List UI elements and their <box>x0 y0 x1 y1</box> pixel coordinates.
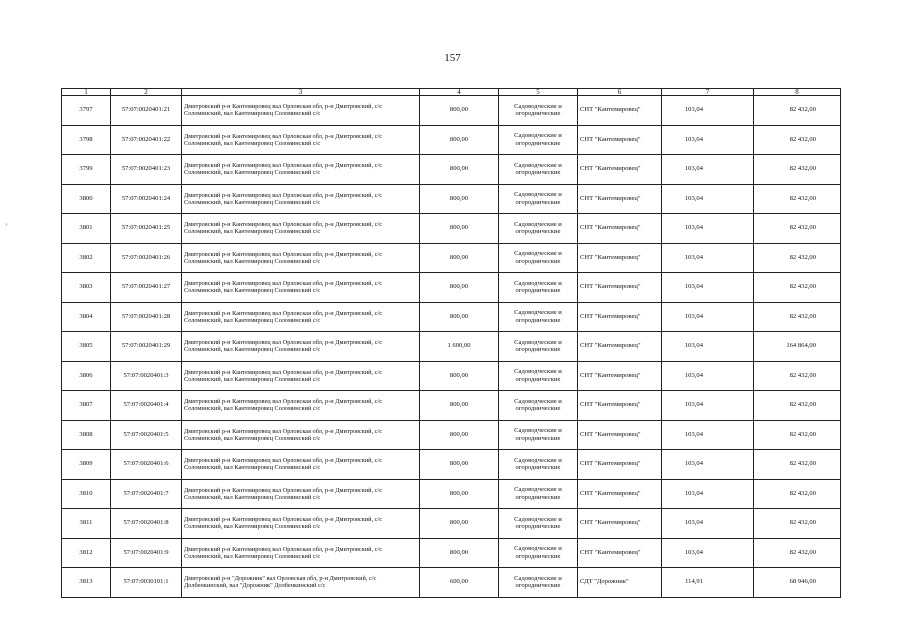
area-cell: 600,00 <box>420 568 499 598</box>
organization-cell: СНТ "Кантемировец" <box>578 450 662 480</box>
total-value-cell: 82 432,00 <box>754 391 841 421</box>
unit-price-cell: 103,04 <box>662 479 754 509</box>
unit-price-cell: 103,04 <box>662 332 754 362</box>
address-cell: Дмитровский р-н Кантемировец вал Орловская обл, р-н Дмитровский, с/с Соломинский, вал Кантемировец Соломинский с/с <box>182 450 420 480</box>
land-use-cell: Садоводческие и огороднические <box>499 214 578 244</box>
unit-price-cell: 103,04 <box>662 420 754 450</box>
address-cell: Дмитровский р-н Кантемировец вал Орловская обл, р-н Дмитровский, с/с Соломинский, вал Кантемировец Соломинский с/с <box>182 479 420 509</box>
land-use-cell: Садоводческие и огороднические <box>499 243 578 273</box>
area-cell: 800,00 <box>420 479 499 509</box>
cadastral-number-cell: 57:07:0020401:5 <box>111 420 182 450</box>
organization-cell: СНТ "Кантемировец" <box>578 273 662 303</box>
row-number-cell: 3807 <box>62 391 111 421</box>
area-cell: 800,00 <box>420 96 499 126</box>
land-use-cell: Садоводческие и огороднические <box>499 155 578 185</box>
unit-price-cell: 103,04 <box>662 184 754 214</box>
column-number: 8 <box>754 89 841 96</box>
land-use-cell: Садоводческие и огороднические <box>499 184 578 214</box>
table-row <box>62 479 841 509</box>
organization-cell: СНТ "Кантемировец" <box>578 184 662 214</box>
unit-price-cell: 103,04 <box>662 125 754 155</box>
row-number-cell: 3810 <box>62 479 111 509</box>
cadastral-number-cell: 57:07:0020401:3 <box>111 361 182 391</box>
land-use-cell: Садоводческие и огороднические <box>499 273 578 303</box>
unit-price-cell: 103,04 <box>662 273 754 303</box>
row-number-cell: 3804 <box>62 302 111 332</box>
scan-mark: ʼ <box>5 222 8 231</box>
address-cell: Дмитровский р-н Кантемировец вал Орловская обл, р-н Дмитровский, с/с Соломинский, вал Кантемировец Соломинский с/с <box>182 243 420 273</box>
cadastral-number-cell: 57:07:0020401:9 <box>111 538 182 568</box>
area-cell: 800,00 <box>420 420 499 450</box>
total-value-cell: 82 432,00 <box>754 273 841 303</box>
land-use-cell: Садоводческие и огороднические <box>499 391 578 421</box>
unit-price-cell: 103,04 <box>662 509 754 539</box>
column-number: 5 <box>499 89 578 96</box>
area-cell: 800,00 <box>420 391 499 421</box>
table-row <box>62 509 841 539</box>
unit-price-cell: 103,04 <box>662 450 754 480</box>
table-row <box>62 391 841 421</box>
cadastral-number-cell: 57:07:0020401:23 <box>111 155 182 185</box>
unit-price-cell: 103,04 <box>662 302 754 332</box>
row-number-cell: 3801 <box>62 214 111 244</box>
table-row <box>62 450 841 480</box>
address-cell: Дмитровский р-н Кантемировец вал Орловская обл, р-н Дмитровский, с/с Соломинский, вал Кантемировец Соломинский с/с <box>182 420 420 450</box>
table-row <box>62 96 841 126</box>
column-number: 6 <box>578 89 662 96</box>
total-value-cell: 82 432,00 <box>754 509 841 539</box>
address-cell: Дмитровский р-н Кантемировец вал Орловская обл, р-н Дмитровский, с/с Соломинский, вал Кантемировец Соломинский с/с <box>182 332 420 362</box>
total-value-cell: 82 432,00 <box>754 420 841 450</box>
row-number-cell: 3808 <box>62 420 111 450</box>
row-number-cell: 3800 <box>62 184 111 214</box>
organization-cell: СНТ "Кантемировец" <box>578 96 662 126</box>
column-number: 7 <box>662 89 754 96</box>
organization-cell: СНТ "Кантемировец" <box>578 538 662 568</box>
organization-cell: СДТ "Дорожник" <box>578 568 662 598</box>
organization-cell: СНТ "Кантемировец" <box>578 509 662 539</box>
organization-cell: СНТ "Кантемировец" <box>578 332 662 362</box>
address-cell: Дмитровский р-н Кантемировец вал Орловская обл, р-н Дмитровский, с/с Соломинский, вал Кантемировец Соломинский с/с <box>182 96 420 126</box>
table-row <box>62 125 841 155</box>
cadastral-number-cell: 57:07:0020401:4 <box>111 391 182 421</box>
table-row <box>62 420 841 450</box>
land-use-cell: Садоводческие и огороднические <box>499 420 578 450</box>
total-value-cell: 82 432,00 <box>754 184 841 214</box>
column-number-row <box>62 89 841 96</box>
land-use-cell: Садоводческие и огороднические <box>499 450 578 480</box>
area-cell: 800,00 <box>420 509 499 539</box>
total-value-cell: 164 864,00 <box>754 332 841 362</box>
row-number-cell: 3813 <box>62 568 111 598</box>
area-cell: 800,00 <box>420 243 499 273</box>
page-number: 157 <box>444 52 461 64</box>
cadastral-number-cell: 57:07:0020401:24 <box>111 184 182 214</box>
row-number-cell: 3806 <box>62 361 111 391</box>
organization-cell: СНТ "Кантемировец" <box>578 479 662 509</box>
area-cell: 800,00 <box>420 361 499 391</box>
unit-price-cell: 103,04 <box>662 96 754 126</box>
table-row <box>62 361 841 391</box>
table-row <box>62 243 841 273</box>
organization-cell: СНТ "Кантемировец" <box>578 361 662 391</box>
unit-price-cell: 103,04 <box>662 214 754 244</box>
total-value-cell: 82 432,00 <box>754 125 841 155</box>
table-row <box>62 538 841 568</box>
unit-price-cell: 103,04 <box>662 243 754 273</box>
organization-cell: СНТ "Кантемировец" <box>578 302 662 332</box>
land-use-cell: Садоводческие и огороднические <box>499 509 578 539</box>
total-value-cell: 82 432,00 <box>754 243 841 273</box>
organization-cell: СНТ "Кантемировец" <box>578 243 662 273</box>
cadastral-number-cell: 57:07:0020401:8 <box>111 509 182 539</box>
unit-price-cell: 114,91 <box>662 568 754 598</box>
land-use-cell: Садоводческие и огороднические <box>499 361 578 391</box>
table-row <box>62 184 841 214</box>
area-cell: 800,00 <box>420 538 499 568</box>
address-cell: Дмитровский р-н Кантемировец вал Орловская обл, р-н Дмитровский, с/с Соломинский, вал Кантемировец Соломинский с/с <box>182 302 420 332</box>
land-use-cell: Садоводческие и огороднические <box>499 568 578 598</box>
land-use-cell: Садоводческие и огороднические <box>499 332 578 362</box>
organization-cell: СНТ "Кантемировец" <box>578 391 662 421</box>
address-cell: Дмитровский р-н Кантемировец вал Орловская обл, р-н Дмитровский, с/с Соломинский, вал Кантемировец Соломинский с/с <box>182 509 420 539</box>
land-registry-table <box>61 88 841 598</box>
table-row <box>62 332 841 362</box>
column-number: 3 <box>182 89 420 96</box>
cadastral-number-cell: 57:07:0020401:29 <box>111 332 182 362</box>
organization-cell: СНТ "Кантемировец" <box>578 420 662 450</box>
total-value-cell: 82 432,00 <box>754 96 841 126</box>
address-cell: Дмитровский р-н Кантемировец вал Орловская обл, р-н Дмитровский, с/с Соломинский, вал Кантемировец Соломинский с/с <box>182 214 420 244</box>
unit-price-cell: 103,04 <box>662 391 754 421</box>
table-row <box>62 155 841 185</box>
land-use-cell: Садоводческие и огороднические <box>499 96 578 126</box>
address-cell: Дмитровский р-н Кантемировец вал Орловская обл, р-н Дмитровский, с/с Соломинский, вал Кантемировец Соломинский с/с <box>182 125 420 155</box>
cadastral-number-cell: 57:07:0020401:22 <box>111 125 182 155</box>
column-number: 2 <box>111 89 182 96</box>
total-value-cell: 82 432,00 <box>754 450 841 480</box>
table-row <box>62 214 841 244</box>
organization-cell: СНТ "Кантемировец" <box>578 125 662 155</box>
organization-cell: СНТ "Кантемировец" <box>578 155 662 185</box>
table-row <box>62 302 841 332</box>
address-cell: Дмитровский р-н Кантемировец вал Орловская обл, р-н Дмитровский, с/с Соломинский, вал Кантемировец Соломинский с/с <box>182 184 420 214</box>
row-number-cell: 3805 <box>62 332 111 362</box>
cadastral-number-cell: 57:07:0020401:25 <box>111 214 182 244</box>
area-cell: 800,00 <box>420 125 499 155</box>
organization-cell: СНТ "Кантемировец" <box>578 214 662 244</box>
column-number: 4 <box>420 89 499 96</box>
row-number-cell: 3803 <box>62 273 111 303</box>
cadastral-number-cell: 57:07:0020401:7 <box>111 479 182 509</box>
table-row <box>62 568 841 598</box>
unit-price-cell: 103,04 <box>662 361 754 391</box>
column-number: 1 <box>62 89 111 96</box>
row-number-cell: 3802 <box>62 243 111 273</box>
row-number-cell: 3811 <box>62 509 111 539</box>
cadastral-number-cell: 57:07:0030101:1 <box>111 568 182 598</box>
area-cell: 800,00 <box>420 155 499 185</box>
row-number-cell: 3799 <box>62 155 111 185</box>
address-cell: Дмитровский р-н Кантемировец вал Орловская обл, р-н Дмитровский, с/с Соломинский, вал Кантемировец Соломинский с/с <box>182 273 420 303</box>
cadastral-number-cell: 57:07:0020401:6 <box>111 450 182 480</box>
area-cell: 800,00 <box>420 273 499 303</box>
cadastral-number-cell: 57:07:0020401:27 <box>111 273 182 303</box>
total-value-cell: 82 432,00 <box>754 214 841 244</box>
area-cell: 800,00 <box>420 450 499 480</box>
total-value-cell: 82 432,00 <box>754 361 841 391</box>
cadastral-number-cell: 57:07:0020401:26 <box>111 243 182 273</box>
total-value-cell: 82 432,00 <box>754 302 841 332</box>
area-cell: 1 600,00 <box>420 332 499 362</box>
area-cell: 800,00 <box>420 184 499 214</box>
address-cell: Дмитровский р-н Кантемировец вал Орловская обл, р-н Дмитровский, с/с Соломинский, вал Кантемировец Соломинский с/с <box>182 361 420 391</box>
total-value-cell: 82 432,00 <box>754 479 841 509</box>
row-number-cell: 3809 <box>62 450 111 480</box>
total-value-cell: 82 432,00 <box>754 538 841 568</box>
cadastral-number-cell: 57:07:0020401:28 <box>111 302 182 332</box>
land-use-cell: Садоводческие и огороднические <box>499 302 578 332</box>
row-number-cell: 3812 <box>62 538 111 568</box>
area-cell: 800,00 <box>420 214 499 244</box>
row-number-cell: 3798 <box>62 125 111 155</box>
total-value-cell: 82 432,00 <box>754 155 841 185</box>
address-cell: Дмитровский р-н Кантемировец вал Орловская обл, р-н Дмитровский, с/с Соломинский, вал Кантемировец Соломинский с/с <box>182 391 420 421</box>
total-value-cell: 68 946,00 <box>754 568 841 598</box>
row-number-cell: 3797 <box>62 96 111 126</box>
unit-price-cell: 103,04 <box>662 155 754 185</box>
table-row <box>62 273 841 303</box>
area-cell: 800,00 <box>420 302 499 332</box>
cadastral-number-cell: 57:07:0020401:21 <box>111 96 182 126</box>
land-use-cell: Садоводческие и огороднические <box>499 479 578 509</box>
land-use-cell: Садоводческие и огороднические <box>499 538 578 568</box>
address-cell: Дмитровский р-н Кантемировец вал Орловская обл, р-н Дмитровский, с/с Соломинский, вал Кантемировец Соломинский с/с <box>182 155 420 185</box>
address-cell: Дмитровский р-н Кантемировец вал Орловская обл, р-н Дмитровский, с/с Соломинский, вал Кантемировец Соломинский с/с <box>182 538 420 568</box>
address-cell: Дмитровский р-н "Дорожник" вал Орловская обл, р-н Дмитровский, с/с Долбенкинский, вал "Дорожник" Долбенкинский с/с <box>182 568 420 598</box>
land-use-cell: Садоводческие и огороднические <box>499 125 578 155</box>
unit-price-cell: 103,04 <box>662 538 754 568</box>
table-body <box>62 89 841 598</box>
